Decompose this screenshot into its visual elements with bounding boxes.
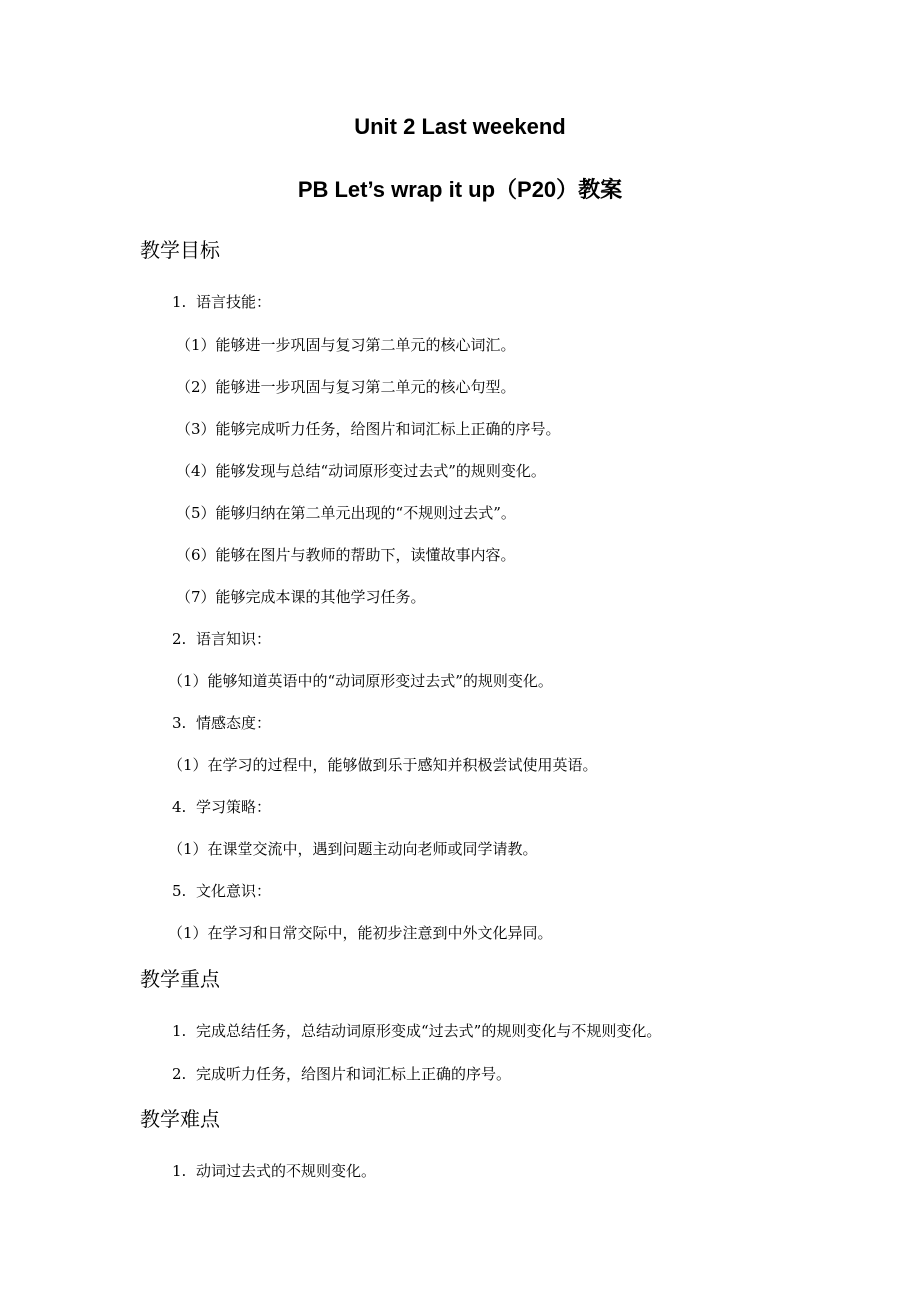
objective-item-4-number: 4. (172, 798, 187, 816)
objective-sub-4-1: （1）在课堂交流中，遇到问题主动向老师或同学请教。 (168, 840, 538, 858)
objective-sub-2-1: （1）能够知道英语中的“动词原形变过去式”的规则变化。 (168, 672, 553, 690)
key-point-item-2-text: 完成听力任务，给图片和词汇标上正确的序号。 (196, 1065, 512, 1083)
document-title: Unit 2 Last weekend (354, 114, 566, 139)
objective-item-2-text: 语言知识： (196, 630, 272, 648)
key-point-item-2 (172, 1064, 511, 1084)
objective-sub-3-1: （1）在学习的过程中，能够做到乐于感知并积极尝试使用英语。 (168, 756, 598, 774)
objective-item-1 (172, 292, 271, 312)
difficulties-heading: 教学难点 (140, 1107, 220, 1131)
objective-sub-5-1: （1）在学习和日常交际中，能初步注意到中外文化异同。 (168, 924, 553, 942)
document-subtitle: PB Let’s wrap it up（P20）教案 (297, 177, 623, 202)
objective-item-4-text: 学习策略： (196, 798, 272, 816)
difficulty-item-1-number: 1. (172, 1162, 187, 1180)
objective-sub-1-4: （4）能够发现与总结“动词原形变过去式”的规则变化。 (176, 462, 546, 480)
objective-item-2-number: 2. (172, 630, 187, 648)
key-point-item-2-number: 2. (172, 1065, 187, 1083)
objective-item-1-text: 语言技能： (196, 293, 272, 311)
key-point-item-1-number: 1. (172, 1022, 187, 1040)
objective-item-1-number: 1. (172, 293, 187, 311)
objective-sub-1-1: （1）能够进一步巩固与复习第二单元的核心词汇。 (176, 336, 516, 354)
objective-item-3 (172, 713, 271, 733)
objective-sub-1-5: （5）能够归纳在第二单元出现的“不规则过去式”。 (176, 504, 516, 522)
key-points-heading: 教学重点 (140, 967, 220, 991)
objective-sub-1-7: （7）能够完成本课的其他学习任务。 (176, 588, 426, 606)
objectives-heading: 教学目标 (140, 238, 220, 262)
objective-item-3-text: 情感态度： (196, 714, 272, 732)
difficulty-item-1 (172, 1161, 376, 1181)
objective-sub-1-3: （3）能够完成听力任务，给图片和词汇标上正确的序号。 (176, 420, 561, 438)
difficulty-item-1-text: 动词过去式的不规则变化。 (196, 1162, 377, 1180)
objective-item-5 (172, 881, 271, 901)
objective-item-3-number: 3. (172, 714, 187, 732)
objective-item-5-number: 5. (172, 882, 187, 900)
objective-sub-1-6: （6）能够在图片与教师的帮助下，读懂故事内容。 (176, 546, 516, 564)
objective-item-4 (172, 797, 271, 817)
objective-item-5-text: 文化意识： (196, 882, 272, 900)
objective-item-2 (172, 629, 271, 649)
key-point-item-1-text: 完成总结任务，总结动词原形变成“过去式”的规则变化与不规则变化。 (196, 1022, 662, 1040)
key-point-item-1 (172, 1021, 661, 1041)
objective-sub-1-2: （2）能够进一步巩固与复习第二单元的核心句型。 (176, 378, 516, 396)
